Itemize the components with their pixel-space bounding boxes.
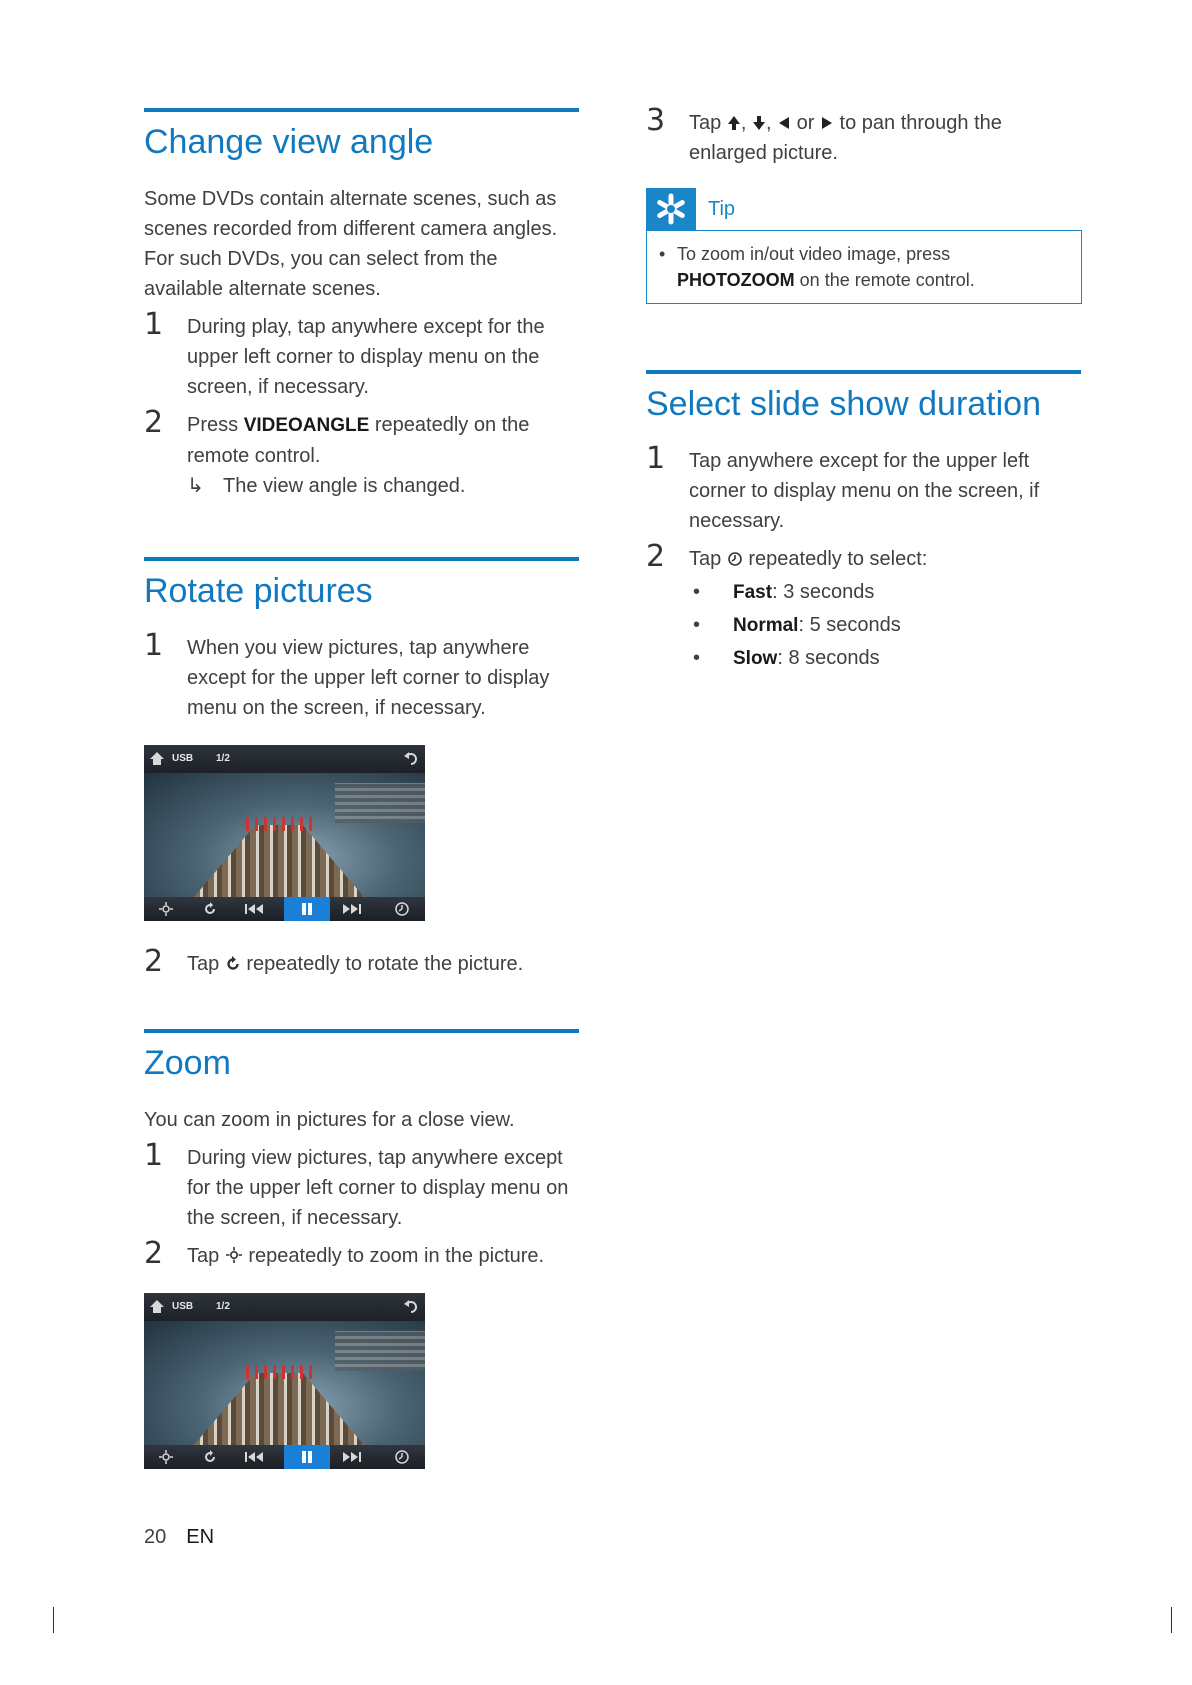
slideshow-timer-icon xyxy=(394,1449,410,1465)
step-text xyxy=(187,949,579,979)
home-icon xyxy=(148,1298,166,1314)
section-title: Change view angle xyxy=(144,123,434,161)
step-text: Tap anywhere except for the upper left corner to display menu on the screen, if necessary. xyxy=(689,450,1040,532)
step-number: 1 xyxy=(646,441,666,476)
tip-body xyxy=(646,230,1082,304)
step-text-post: repeatedly to zoom in the picture. xyxy=(242,1245,545,1267)
key-videoangle: VIDEOANGLE xyxy=(243,415,370,436)
duration-options xyxy=(689,576,1081,675)
tip-text-pre: To zoom in/out video image, press xyxy=(677,244,951,264)
step-3-pan xyxy=(646,103,1081,168)
section-rule xyxy=(144,108,579,112)
zoom-icon xyxy=(225,1246,243,1264)
step-2 xyxy=(144,405,579,501)
list-item-slow xyxy=(689,642,1081,675)
bullet: • xyxy=(693,581,701,603)
intro-paragraph: You can zoom in pictures for a close view. xyxy=(144,1109,515,1131)
step-text xyxy=(689,544,1081,574)
separator: , xyxy=(765,112,778,134)
page-label: 1/2 xyxy=(216,753,230,764)
step-text xyxy=(187,1241,579,1271)
page-label: 1/2 xyxy=(216,1301,230,1312)
home-icon xyxy=(148,750,166,766)
step-number: 2 xyxy=(144,1236,164,1271)
option-value: : 3 seconds xyxy=(772,581,875,603)
bullet: • xyxy=(693,614,701,636)
back-icon xyxy=(403,750,419,766)
section-change-view-angle xyxy=(144,108,579,501)
tip-box xyxy=(646,188,1081,304)
bullet: • xyxy=(693,647,701,669)
step-text-post: repeatedly to select: xyxy=(742,548,928,570)
step-result xyxy=(187,471,579,501)
step-text-pre: Tap xyxy=(689,112,727,134)
pause-icon xyxy=(299,1450,315,1464)
option-value: : 8 seconds xyxy=(777,647,880,669)
previous-icon xyxy=(244,1450,266,1464)
step-2 xyxy=(144,944,579,979)
step-number: 1 xyxy=(144,307,164,342)
step-text-post: repeatedly to rotate the picture. xyxy=(240,953,524,975)
section-rule xyxy=(646,370,1081,374)
arrow-left-icon xyxy=(777,115,791,131)
raft-photo xyxy=(144,1321,425,1445)
page-footer xyxy=(144,1526,214,1549)
slideshow-timer-icon xyxy=(727,551,743,567)
step-number: 2 xyxy=(646,539,666,574)
source-label: USB xyxy=(172,1301,194,1312)
step-number: 2 xyxy=(144,944,164,979)
raft-photo xyxy=(144,773,425,897)
previous-icon xyxy=(244,902,266,916)
step-1 xyxy=(144,628,579,723)
pause-icon xyxy=(299,902,315,916)
step-number: 1 xyxy=(144,628,164,663)
zoom-icon xyxy=(158,901,174,917)
step-1 xyxy=(646,441,1081,536)
step-text: When you view pictures, tap anywhere except for the upper left corner to display menu on the screen, if necessary. xyxy=(187,637,550,719)
next-icon xyxy=(340,902,362,916)
option-name: Normal xyxy=(733,615,799,636)
back-icon xyxy=(403,1298,419,1314)
tip-bullet: • xyxy=(659,244,666,264)
step-2 xyxy=(144,1236,579,1271)
tip-badge xyxy=(646,188,696,230)
option-value: : 5 seconds xyxy=(798,614,901,636)
language-code: EN xyxy=(186,1526,215,1548)
list-item-normal xyxy=(689,609,1081,642)
key-photozoom: PHOTOZOOM xyxy=(677,270,795,290)
section-rule xyxy=(144,557,579,561)
step-text xyxy=(187,410,579,471)
rotate-icon xyxy=(202,1449,218,1465)
step-text-post: repeatedly on the remote control. xyxy=(187,414,530,467)
section-rotate-pictures xyxy=(144,557,579,979)
step-number: 1 xyxy=(144,1138,164,1173)
player-screenshot xyxy=(144,1293,425,1469)
crop-mark xyxy=(53,1607,54,1633)
step-text-post: to pan through the enlarged picture. xyxy=(689,112,1002,164)
option-name: Slow xyxy=(733,648,778,669)
rotate-icon xyxy=(225,955,241,972)
step-text-pre: Press xyxy=(187,414,244,436)
asterisk-icon xyxy=(654,192,688,226)
zoom-icon xyxy=(158,1449,174,1465)
section-title: Zoom xyxy=(144,1044,231,1082)
tip-label: Tip xyxy=(708,197,736,220)
source-label: USB xyxy=(172,753,194,764)
step-text-pre: Tap xyxy=(187,953,225,975)
step-text: During view pictures, tap anywhere except for the upper left corner to display menu on the screen, if necessary. xyxy=(187,1147,569,1229)
right-column xyxy=(646,103,1081,715)
rotate-icon xyxy=(202,901,218,917)
section-title: Select slide show duration xyxy=(646,385,1042,423)
next-icon xyxy=(340,1450,362,1464)
result-text: The view angle is changed. xyxy=(223,475,466,497)
section-rule xyxy=(144,1029,579,1033)
intro-paragraph: Some DVDs contain alternate scenes, such as scenes recorded from different camera angles. For such DVDs, you can select from the available alternate scenes. xyxy=(144,188,558,300)
page-number: 20 xyxy=(144,1526,167,1548)
section-slide-show-duration xyxy=(646,370,1081,675)
arrow-right-icon xyxy=(820,115,834,131)
arrow-up-icon xyxy=(727,115,741,131)
step-1 xyxy=(144,1138,579,1233)
list-item-fast xyxy=(689,576,1081,609)
step-text-pre: Tap xyxy=(689,548,727,570)
step-number: 2 xyxy=(144,405,164,440)
step-text xyxy=(689,108,1081,168)
option-name: Fast xyxy=(733,582,773,603)
slideshow-timer-icon xyxy=(394,901,410,917)
result-arrow-icon: ↳ xyxy=(187,475,204,497)
step-1 xyxy=(144,307,579,402)
section-title: Rotate pictures xyxy=(144,572,373,610)
tip-header xyxy=(646,188,1081,230)
step-text: During play, tap anywhere except for the upper left corner to display menu on the screen, if necessary. xyxy=(187,316,545,398)
crop-mark xyxy=(1171,1607,1172,1633)
separator: , xyxy=(740,112,752,134)
left-column xyxy=(144,108,579,1509)
separator: or xyxy=(791,112,820,134)
arrow-down-icon xyxy=(752,115,766,131)
step-number: 3 xyxy=(646,103,666,138)
player-screenshot xyxy=(144,745,425,921)
step-2 xyxy=(646,539,1081,675)
step-text-pre: Tap xyxy=(187,1245,225,1267)
tip-text-post: on the remote control. xyxy=(794,270,975,290)
section-zoom xyxy=(144,1029,579,1469)
